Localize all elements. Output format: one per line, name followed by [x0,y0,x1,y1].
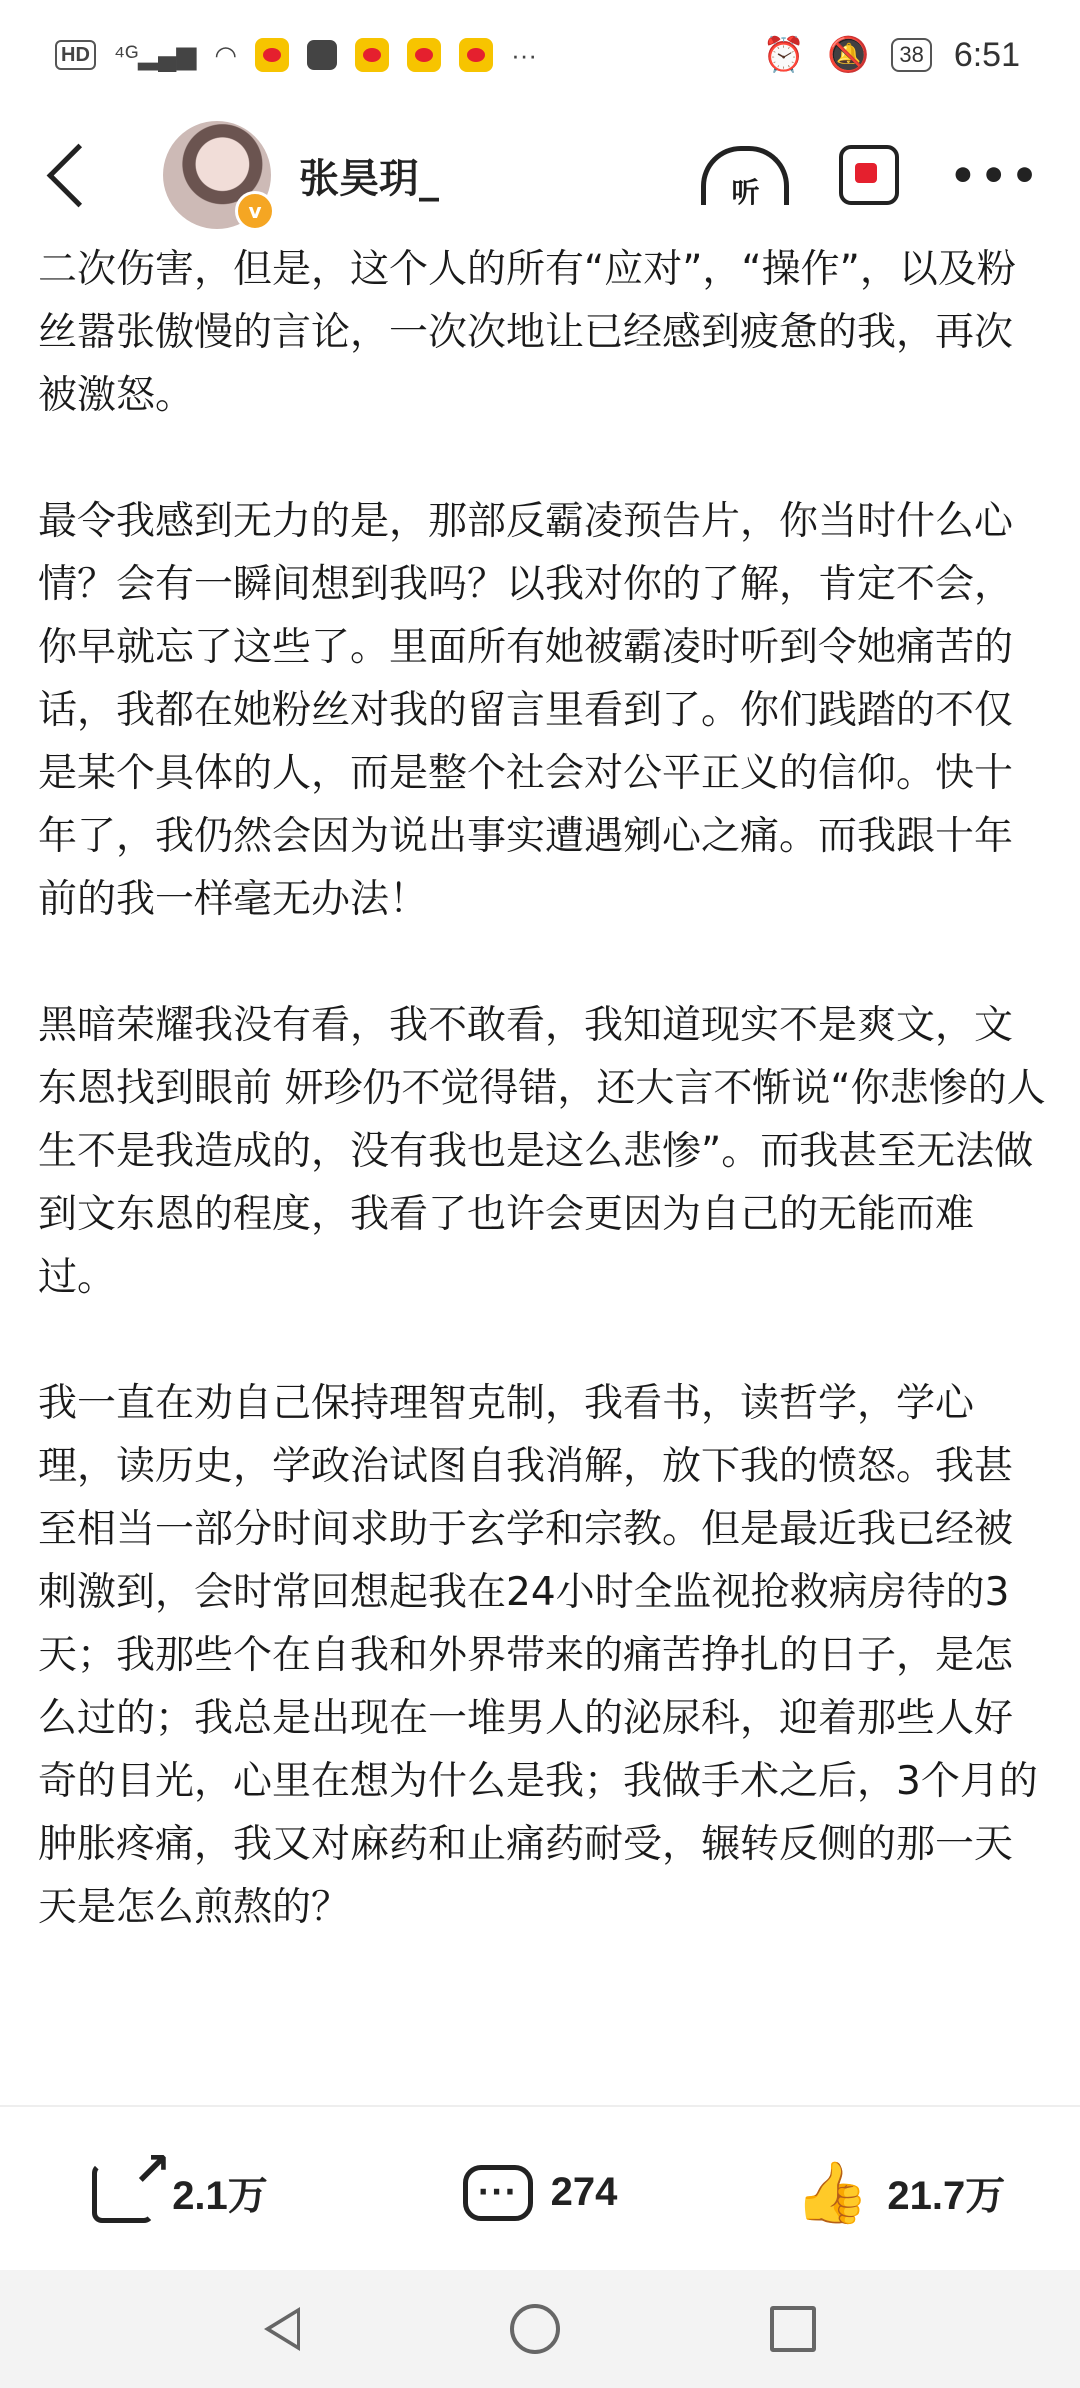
app-notification-icon [307,40,337,70]
post-paragraph: 二次伤害，但是，这个人的所有“应对”，“操作”，以及粉丝嚣张傲慢的言论，一次次地让已经感到疲惫的我，再次被激怒。 [38,247,1016,418]
status-bar [0,0,1080,110]
like-button[interactable] [720,2157,1080,2228]
comment-icon: ··· [463,2165,533,2221]
share-button[interactable] [0,2163,360,2223]
thumbs-up-icon: 👍 [794,2157,870,2228]
post-paragraph: 最令我感到无力的是，那部反霸凌预告片，你当时什么心情？会有一瞬间想到我吗？以我对你的了解，肯定不会，你早就忘了这些了。里面所有她被霸凌时听到令她痛苦的话，我都在她粉丝对我的留言里看到了。你们践踏的不仅是某个具体的人，而是整个社会对公平正义的信仰。快十年了，我仍然会因为说出事实遭遇剜心之痛。而我跟十年前的我一样毫无办法！ [38,499,1014,922]
post-paragraph: 黑暗荣耀我没有看，我不敢看，我知道现实不是爽文，文东恩找到眼前 妍珍仍不觉得错，还大言不惭说“你悲惨的人生不是我造成的，没有我也是这么悲惨”。而我甚至无法做到文东恩的程度，我看了也许会更因为自己的无能而难过。 [38,1003,1046,1300]
username[interactable]: 张昊玥_ [299,155,439,202]
battery-indicator: 38 [891,38,931,72]
nav-recents-icon[interactable] [770,2306,816,2352]
comment-count: 274 [550,2170,618,2214]
comment-button[interactable] [360,2165,720,2221]
status-left [55,38,537,72]
share-count: 2.1万 [172,2174,268,2218]
header-actions [701,145,1042,209]
listen-button[interactable] [701,146,789,209]
mute-icon: 🔕 [826,36,870,74]
status-right [763,35,1020,75]
weibo-notification-icon [407,38,441,72]
more-options-icon[interactable]: ••• [949,150,1042,200]
post-content [38,238,1048,2002]
post-header [0,110,1080,240]
nav-home-icon[interactable] [510,2304,560,2354]
weibo-notification-icon [355,38,389,72]
back-icon[interactable] [47,143,111,207]
nav-back-icon[interactable] [264,2307,300,2351]
like-count: 21.7万 [887,2174,1006,2218]
listen-label: 听 [731,175,760,209]
app-notification-icon [459,38,493,72]
action-bar [0,2120,1080,2265]
verified-badge-icon: v [235,191,275,231]
share-icon [92,2163,154,2223]
red-packet-icon[interactable] [839,145,899,205]
more-notifications-icon: ··· [511,39,538,70]
clock: 6:51 [953,35,1020,74]
wifi-icon: ◠ [214,39,238,70]
hd-indicator: HD [55,40,96,70]
post-paragraph: 我一直在劝自己保持理智克制，我看书，读哲学，学心理，读历史，学政治试图自我消解，放下我的愤怒。我甚至相当一部分时间求助于玄学和宗教。但是最近我已经被刺激到，会时常回想起我在24小时全监视抢救病房待的3天；我那些个在自我和外界带来的痛苦挣扎的日子，是怎么过的；我总是出现在一堆男人的泌尿科，迎着那些人好奇的目光，心里在想为什么是我；我做手术之后，3个月的肿胀疼痛，我又对麻药和止痛药耐受，辗转反侧的那一天天是怎么煎熬的？ [38,1381,1038,1930]
system-nav-bar [0,2270,1080,2388]
avatar[interactable] [163,121,271,229]
alarm-icon: ⏰ [762,36,805,74]
signal-icon: ⁴ᴳ▂▄▆ [113,39,197,70]
divider [0,2105,1080,2107]
weibo-notification-icon [255,38,289,72]
